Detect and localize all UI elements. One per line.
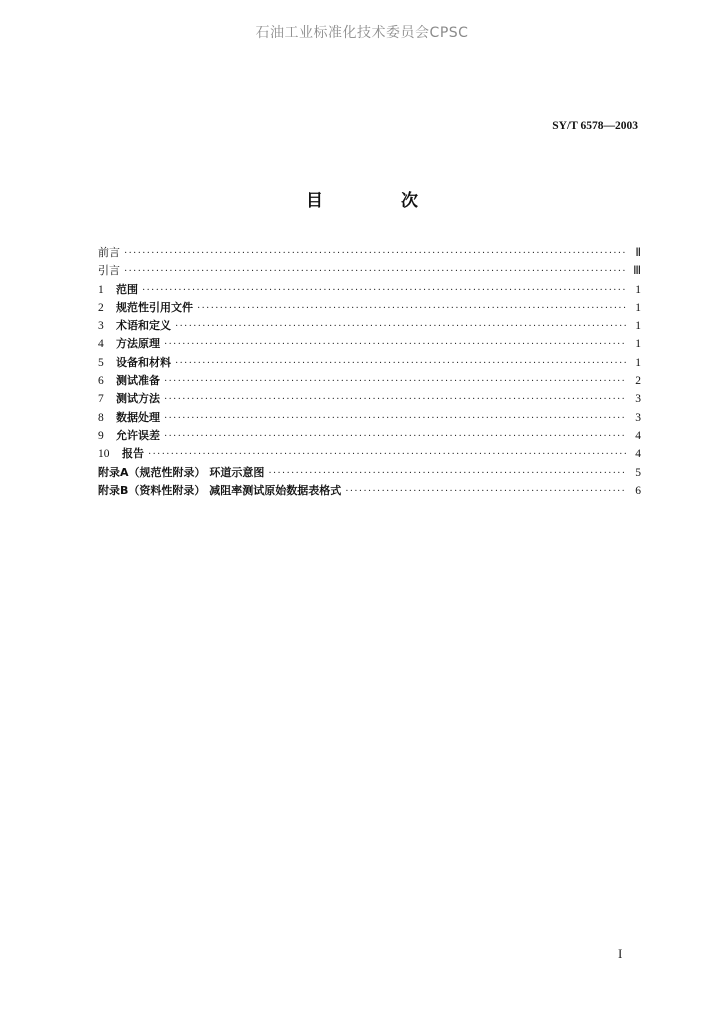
toc-entry-page: 4 [635,429,641,442]
toc-entry-label: 引言 [98,264,120,278]
toc-entry-page: 5 [635,466,641,479]
toc-entry-label: 前言 [98,246,120,259]
toc-entry-page: 2 [635,375,641,388]
toc-entry-number: 9 [98,429,104,442]
watermark-text: 石油工业标准化技术委员会CPSC [255,25,469,41]
toc-entry-page: 3 [635,411,641,424]
toc-entry-label: 允许误差 [116,428,160,442]
toc-entry-page: Ⅱ [635,247,641,259]
toc-entry-10[interactable] [98,445,641,463]
toc-entry-label: 数据处理 [116,410,160,424]
toc-leader-dots [345,483,627,501]
toc-leader-dots [148,446,627,464]
toc-entry-label: 测试准备 [116,374,160,388]
toc-entry-page: 1 [635,301,641,314]
toc-entry-page: 1 [635,283,641,296]
toc-entry-label: 规范性引用文件 [116,300,193,314]
toc-leader-dots [164,373,627,391]
page-number: I [618,946,623,961]
standard-code: SY/T 6578—2003 [552,120,638,132]
toc-entry-page: 1 [635,356,641,369]
toc-entry-page: Ⅲ [633,265,641,278]
toc-entry-2[interactable] [98,299,641,317]
toc-entry-page: 6 [635,484,641,497]
toc-entry-6[interactable] [98,372,641,390]
toc-leader-dots [124,263,627,281]
toc-leader-dots [164,336,627,354]
toc-entry-label: 测试方法 [116,392,160,406]
toc-entry-label: 方法原理 [116,337,160,351]
toc-leader-dots [124,245,627,263]
toc-entry-number: 4 [98,338,104,351]
toc-entry-appendix-a[interactable] [98,464,641,482]
toc-entry-label: 范围 [116,282,138,296]
toc-leader-dots [175,355,627,373]
toc-leader-dots [164,391,627,409]
toc-entry-number: 3 [98,320,104,333]
toc-entry-number: 5 [98,356,104,369]
toc-entry-number: 1 [98,283,104,296]
toc-entry-7[interactable] [98,390,641,408]
toc-entry-page: 1 [635,338,641,351]
toc-leader-dots [164,410,627,428]
toc-entry-introduction[interactable] [98,262,641,280]
toc-entry-foreword[interactable] [98,244,641,262]
toc-leader-dots [268,465,627,483]
toc-entry-5[interactable] [98,354,641,372]
toc-entry-label: 报告 [122,447,144,461]
toc-entry-1[interactable] [98,281,641,299]
toc-entry-number: 8 [98,411,104,424]
toc-entry-label: 附录A（规范性附录） 环道示意图 [98,465,265,479]
toc-entry-appendix-b[interactable] [98,482,641,500]
toc-leader-dots [164,428,627,446]
toc-entry-page: 1 [635,320,641,333]
toc-entry-label: 设备和材料 [116,355,171,369]
toc-entry-3[interactable] [98,317,641,335]
toc-title: 目 次 [306,191,454,211]
toc-entry-number: 10 [98,448,110,461]
toc-entry-page: 4 [635,448,641,461]
toc-entry-page: 3 [635,393,641,406]
toc-entry-9[interactable] [98,427,641,445]
toc-entry-label: 附录B（资料性附录） 减阻率测试原始数据表格式 [98,483,342,497]
toc-entry-number: 2 [98,301,104,314]
toc-leader-dots [175,318,627,336]
toc-leader-dots [197,300,627,318]
toc-entry-number: 7 [98,393,104,406]
toc-entry-4[interactable] [98,335,641,353]
table-of-contents [98,244,641,500]
toc-entry-label: 术语和定义 [116,319,171,333]
toc-leader-dots [142,282,627,300]
toc-entry-number: 6 [98,375,104,388]
toc-entry-8[interactable] [98,409,641,427]
